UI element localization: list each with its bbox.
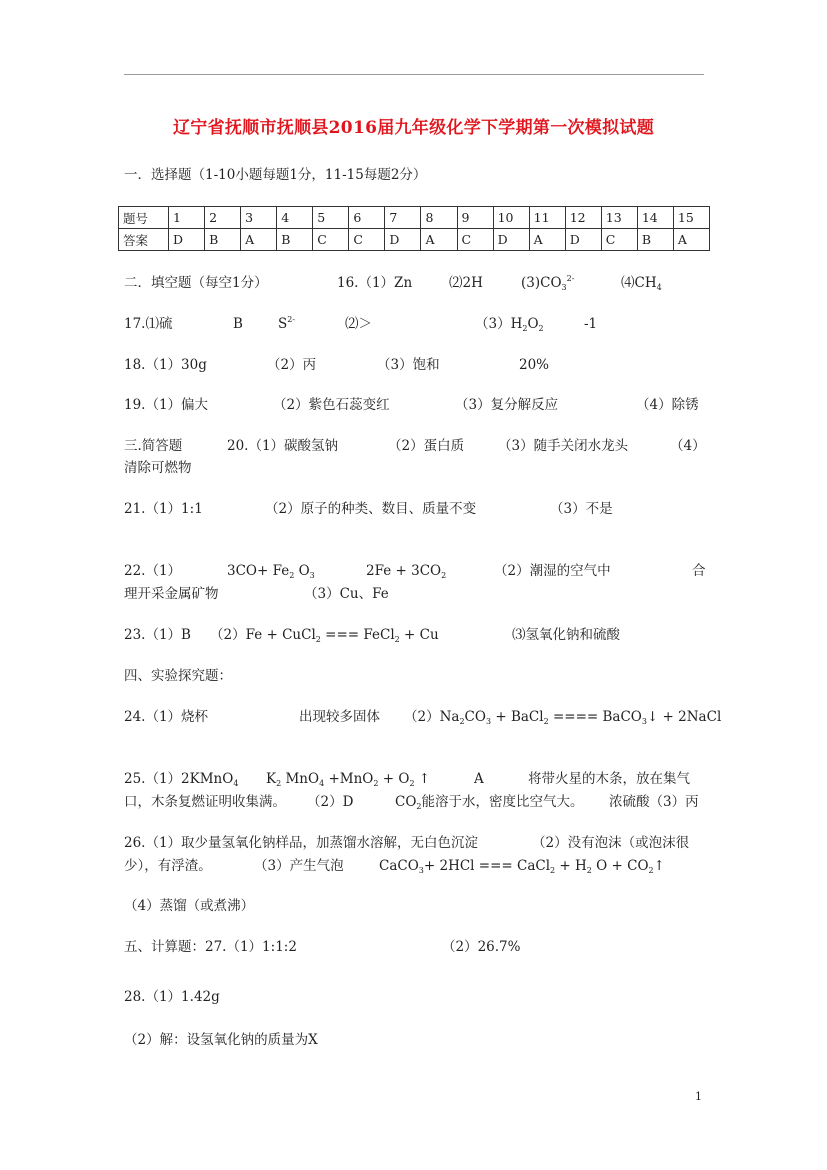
answer-cell: B [205, 229, 241, 251]
q25-line2-part3: $CO_2$能溶于水，密度比空气大。 [395, 794, 584, 811]
q27-part2: （2）26.7% [442, 939, 521, 955]
q26-part2: （2）没有泡沫（或泡沫很 [532, 835, 690, 851]
question-number-cell: 1 [169, 207, 205, 229]
q25-line2-part4: 浓硫酸（3）丙 [609, 794, 699, 810]
q26-line3: （4）蒸馏（或煮沸） [124, 898, 255, 914]
question-number-cell: 7 [385, 207, 421, 229]
answer-cell: C [313, 229, 349, 251]
question-number-cell: 4 [277, 207, 313, 229]
q21-part2: （2）原子的种类、数目、质量不变 [265, 501, 477, 517]
q22-line2-part2: （3）Cu、Fe [304, 586, 389, 602]
answer-cell: C [601, 229, 637, 251]
question-number-cell: 6 [349, 207, 385, 229]
q17-s: $S^{2-}$ [278, 315, 296, 332]
question-number-cell: 10 [493, 207, 529, 229]
q18-part4: 20% [519, 357, 550, 373]
q17-part3: $(3)H_2O_2$ [475, 316, 544, 333]
q22-part3: $2Fe + 3CO_2$ [366, 563, 447, 580]
q25-part4: 将带火星的木条，放在集气 [528, 771, 690, 787]
q25-line2-part2: （2）D [307, 794, 354, 810]
q20-line2: 清除可燃物 [124, 460, 192, 476]
q27-part1: 五、计算题：27.（1）1:1:2 [124, 939, 297, 955]
q16-part4: $⑷CH_4$ [621, 275, 662, 292]
question-number-cell: 3 [241, 207, 277, 229]
q24-part3: $(2)Na_2CO_3$ + BaCl$_2$ ==== BaCO$_3$↓ + 2NaCl [404, 709, 722, 726]
q26-line2-part2: （3）产生气泡 [254, 858, 344, 874]
q22-part4: （2）潮湿的空气中 [494, 563, 611, 579]
row-label-number: 题号 [119, 207, 169, 229]
q28-line: 28.（1）1.42g [124, 989, 220, 1005]
row-label-answer: 答案 [119, 229, 169, 251]
q26-line2-part3: CaCO$_3$+ 2HCl === CaCl$_2$ + $H_2$ $O + CO_2↑$ [379, 858, 665, 875]
answer-cell: D [385, 229, 421, 251]
section-1-heading: 一．选择题（1-10小题每题1分，11-15每题2分） [124, 167, 427, 183]
question-number-cell: 8 [421, 207, 457, 229]
question-number-cell: 14 [637, 207, 673, 229]
answer-cell: A [529, 229, 565, 251]
q25-line2-part1: 口，木条复燃证明收集满。 [124, 794, 286, 810]
q22-line2-part1: 理开采金属矿物 [124, 586, 219, 602]
q28-line2: （2）解：设氢氧化钠的质量为X [124, 1032, 318, 1048]
q16-part3: $(3)CO_3^{2-}$ [521, 274, 575, 292]
q24-part2: 出现较多固体 [299, 709, 380, 725]
answer-cell: B [637, 229, 673, 251]
answer-cell: B [277, 229, 313, 251]
answer-cell: C [457, 229, 493, 251]
q26-part1: 26.（1）取少量氢氧化钠样品，加蒸馏水溶解，无白色沉淀 [124, 835, 479, 851]
q22-part2: $3CO+ Fe_2$ $O_3$ [227, 563, 315, 580]
q22-part5: 合 [692, 563, 706, 579]
table-row [119, 207, 710, 229]
q18-part2: （2）丙 [267, 357, 317, 373]
q19-part1: 19.（1）偏大 [124, 397, 209, 413]
q23-part2: （2）Fe + CuCl$_2$ === FeCl$_2$ + Cu [210, 627, 439, 644]
q18-part1: 18.（1）30g [124, 357, 207, 373]
q23-part1: 23.（1）B [124, 627, 191, 643]
q23-part3: ⑶氢氧化钠和硫酸 [512, 627, 620, 643]
q20-part3: （3）随手关闭水龙头 [498, 438, 629, 454]
q17-part2: ⑵＞ [345, 316, 372, 332]
answer-cell: A [421, 229, 457, 251]
q24-part1: 24.（1）烧杯 [124, 709, 209, 725]
q19-part4: （4）除锈 [636, 397, 699, 413]
q20-part2: （2）蛋白质 [388, 438, 465, 454]
question-number-cell: 15 [673, 207, 709, 229]
answer-cell: D [169, 229, 205, 251]
q17-part4: -1 [584, 316, 598, 332]
q25-part2: $K_2$ $MnO_4 +MnO_2 + O_2$ ↑ [266, 771, 431, 788]
answer-cell: C [349, 229, 385, 251]
answer-table [118, 206, 710, 251]
answer-cell: A [673, 229, 709, 251]
q16-part1: 16.（1）Zn [337, 275, 413, 291]
q25-part3: A [474, 771, 484, 787]
section-2-heading: 二．填空题（每空1分） [124, 275, 268, 291]
q22-part1: 22.（1） [124, 563, 182, 579]
q19-part3: （3）复分解反应 [455, 397, 559, 413]
question-number-cell: 11 [529, 207, 565, 229]
question-number-cell: 2 [205, 207, 241, 229]
question-number-cell: 12 [565, 207, 601, 229]
table-row [119, 229, 710, 251]
question-number-cell: 5 [313, 207, 349, 229]
q21-part3: （3）不是 [550, 501, 613, 517]
question-number-cell: 13 [601, 207, 637, 229]
answer-cell: A [241, 229, 277, 251]
q19-part2: （2）紫色石蕊变红 [273, 397, 390, 413]
q16-part2: ⑵2H [449, 275, 483, 291]
page-number: 1 [695, 1090, 702, 1103]
q20-part4: （4） [670, 438, 706, 454]
q17-part1: 17.⑴硫 [124, 316, 173, 332]
q20-part1: 20.（1）碳酸氢钠 [227, 438, 339, 454]
section-4-heading: 四、实验探究题： [124, 668, 232, 684]
header-rule [124, 74, 704, 75]
q25-part1: 25.（1）2KMnO$_4$ [124, 771, 239, 788]
page-title: 辽宁省抚顺市抚顺县2016届九年级化学下学期第一次模拟试题 [172, 118, 654, 138]
q21-part1: 21.（1）1:1 [124, 501, 203, 517]
answer-cell: D [565, 229, 601, 251]
answer-cell: D [493, 229, 529, 251]
q18-part3: （3）饱和 [377, 357, 440, 373]
question-number-cell: 9 [457, 207, 493, 229]
q26-line2-part1: 少），有浮渣。 [124, 858, 212, 874]
section-3-heading: 三.简答题 [124, 438, 183, 454]
q17-b: B [233, 316, 243, 332]
